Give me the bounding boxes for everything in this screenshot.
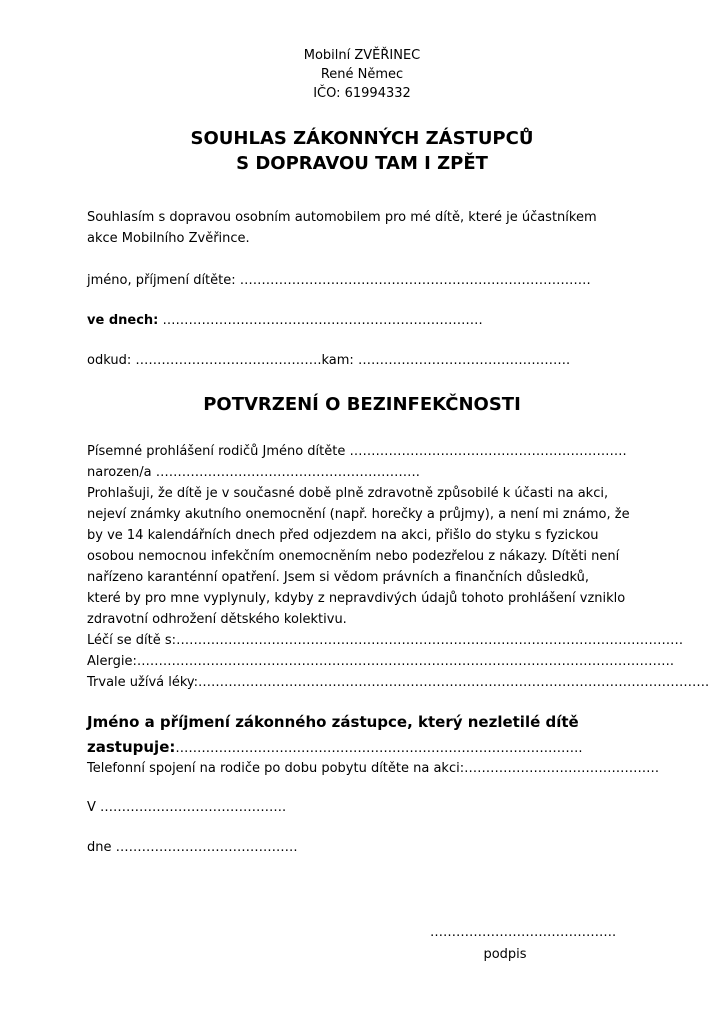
treatment-field[interactable] — [87, 630, 684, 651]
consent-intro — [87, 207, 647, 249]
treatment-label: Léčí se dítě s: — [87, 633, 177, 648]
signature-dots: ……………………………………. — [430, 925, 617, 940]
born-label: narozen/a — [87, 465, 152, 480]
days-field[interactable] — [87, 310, 483, 331]
consent-title-line1: SOUHLAS ZÁKONNÝCH ZÁSTUPCŮ — [190, 128, 534, 149]
guardian-label: zastupuje: — [87, 738, 176, 756]
days-label: ve dnech: — [87, 313, 159, 328]
infection-declaration — [87, 441, 710, 693]
signature-label: podpis — [483, 947, 527, 962]
route-field[interactable] — [87, 350, 570, 371]
place-label: V — [87, 800, 96, 815]
from-dots: ……………………………………. — [135, 353, 322, 368]
days-dots: ……………….……………….……………………………… — [162, 313, 483, 328]
company-header — [0, 46, 724, 103]
child-name-dots: ……………………………………………………………………… — [239, 273, 591, 288]
owner-name: René Němec — [320, 67, 404, 82]
declaration-child-field[interactable] — [87, 441, 647, 462]
medication-dots: ………………………………………………………………………………………………………. — [198, 675, 710, 690]
declaration-dots: ………………………………………………………. — [349, 444, 627, 459]
declaration-text-line: by ve 14 kalendářních dnech před odjezdem na akci, přišlo do styku s fyzickou — [87, 528, 599, 543]
declaration-text-line: osobou nemocnou infekčním onemocněním nebo podezřelou z nákazy. Dítěti není — [87, 549, 620, 564]
from-label: odkud: — [87, 353, 132, 368]
guardian-heading: Jméno a příjmení zákonného zástupce, který nezletilé dítě — [87, 713, 579, 731]
phone-dots: ……………………………………… — [464, 761, 660, 776]
phone-label: Telefonní spojení na rodiče po dobu pobytu dítěte na akci: — [87, 761, 465, 776]
date-field[interactable] — [87, 837, 298, 858]
signature-block[interactable] — [430, 922, 617, 966]
born-field[interactable] — [87, 462, 647, 483]
consent-title — [0, 126, 724, 176]
consent-intro-line1: Souhlasím s dopravou osobním automobilem pro mé dítě, které je účastníkem — [87, 210, 597, 225]
date-dots: …………………………………… — [115, 840, 298, 855]
place-field[interactable] — [87, 797, 286, 818]
child-name-field[interactable] — [87, 270, 591, 291]
allergy-label: Alergie: — [87, 654, 137, 669]
child-name-label: jméno, příjmení dítěte: — [87, 273, 236, 288]
declaration-label: Písemné prohlášení rodičů Jméno dítěte — [87, 444, 346, 459]
company-id: IČO: 61994332 — [313, 86, 411, 101]
date-label: dne — [87, 840, 112, 855]
to-dots: …………………………………………. — [357, 353, 571, 368]
company-name: Mobilní ZVĚŘINEC — [303, 48, 421, 63]
phone-field[interactable] — [87, 758, 659, 779]
place-dots: ……………………………………. — [100, 800, 287, 815]
born-dots: ……………………………………………………. — [155, 465, 420, 480]
guardian-section — [87, 710, 647, 761]
declaration-text-line: které by pro mne vyplynuly, kdyby z nepravdivých údajů tohoto prohlášení vzniklo — [87, 591, 626, 606]
allergy-dots: ……………………………………………………………………………………………………………. — [136, 654, 675, 669]
to-label: kam: — [321, 353, 354, 368]
declaration-text-line: zdravotní odhrožení dětského kolektivu. — [87, 612, 347, 627]
treatment-dots: ……………………………………………………………………………………………………… — [176, 633, 684, 648]
consent-title-line2: S DOPRAVOU TAM I ZPĚT — [236, 153, 488, 174]
consent-intro-line2: akce Mobilního Zvěřince. — [87, 231, 250, 246]
medication-field[interactable] — [87, 672, 710, 693]
guardian-dots: …………………………………………………………………………………. — [175, 741, 583, 756]
declaration-text-line: nejeví známky akutního onemocnění (např. horečky a průjmy), a není mi známo, že — [87, 507, 630, 522]
infection-title: POTVRZENÍ O BEZINFEKČNOSTI — [203, 394, 521, 415]
allergy-field[interactable] — [87, 651, 675, 672]
medication-label: Trvale užívá léky: — [87, 675, 199, 690]
declaration-text-line: Prohlašuji, že dítě je v současné době plně zdravotně způsobilé k účasti na akci, — [87, 486, 609, 501]
declaration-text-line: nařízeno karanténní opatření. Jsem si vědom právních a finančních důsledků, — [87, 570, 589, 585]
